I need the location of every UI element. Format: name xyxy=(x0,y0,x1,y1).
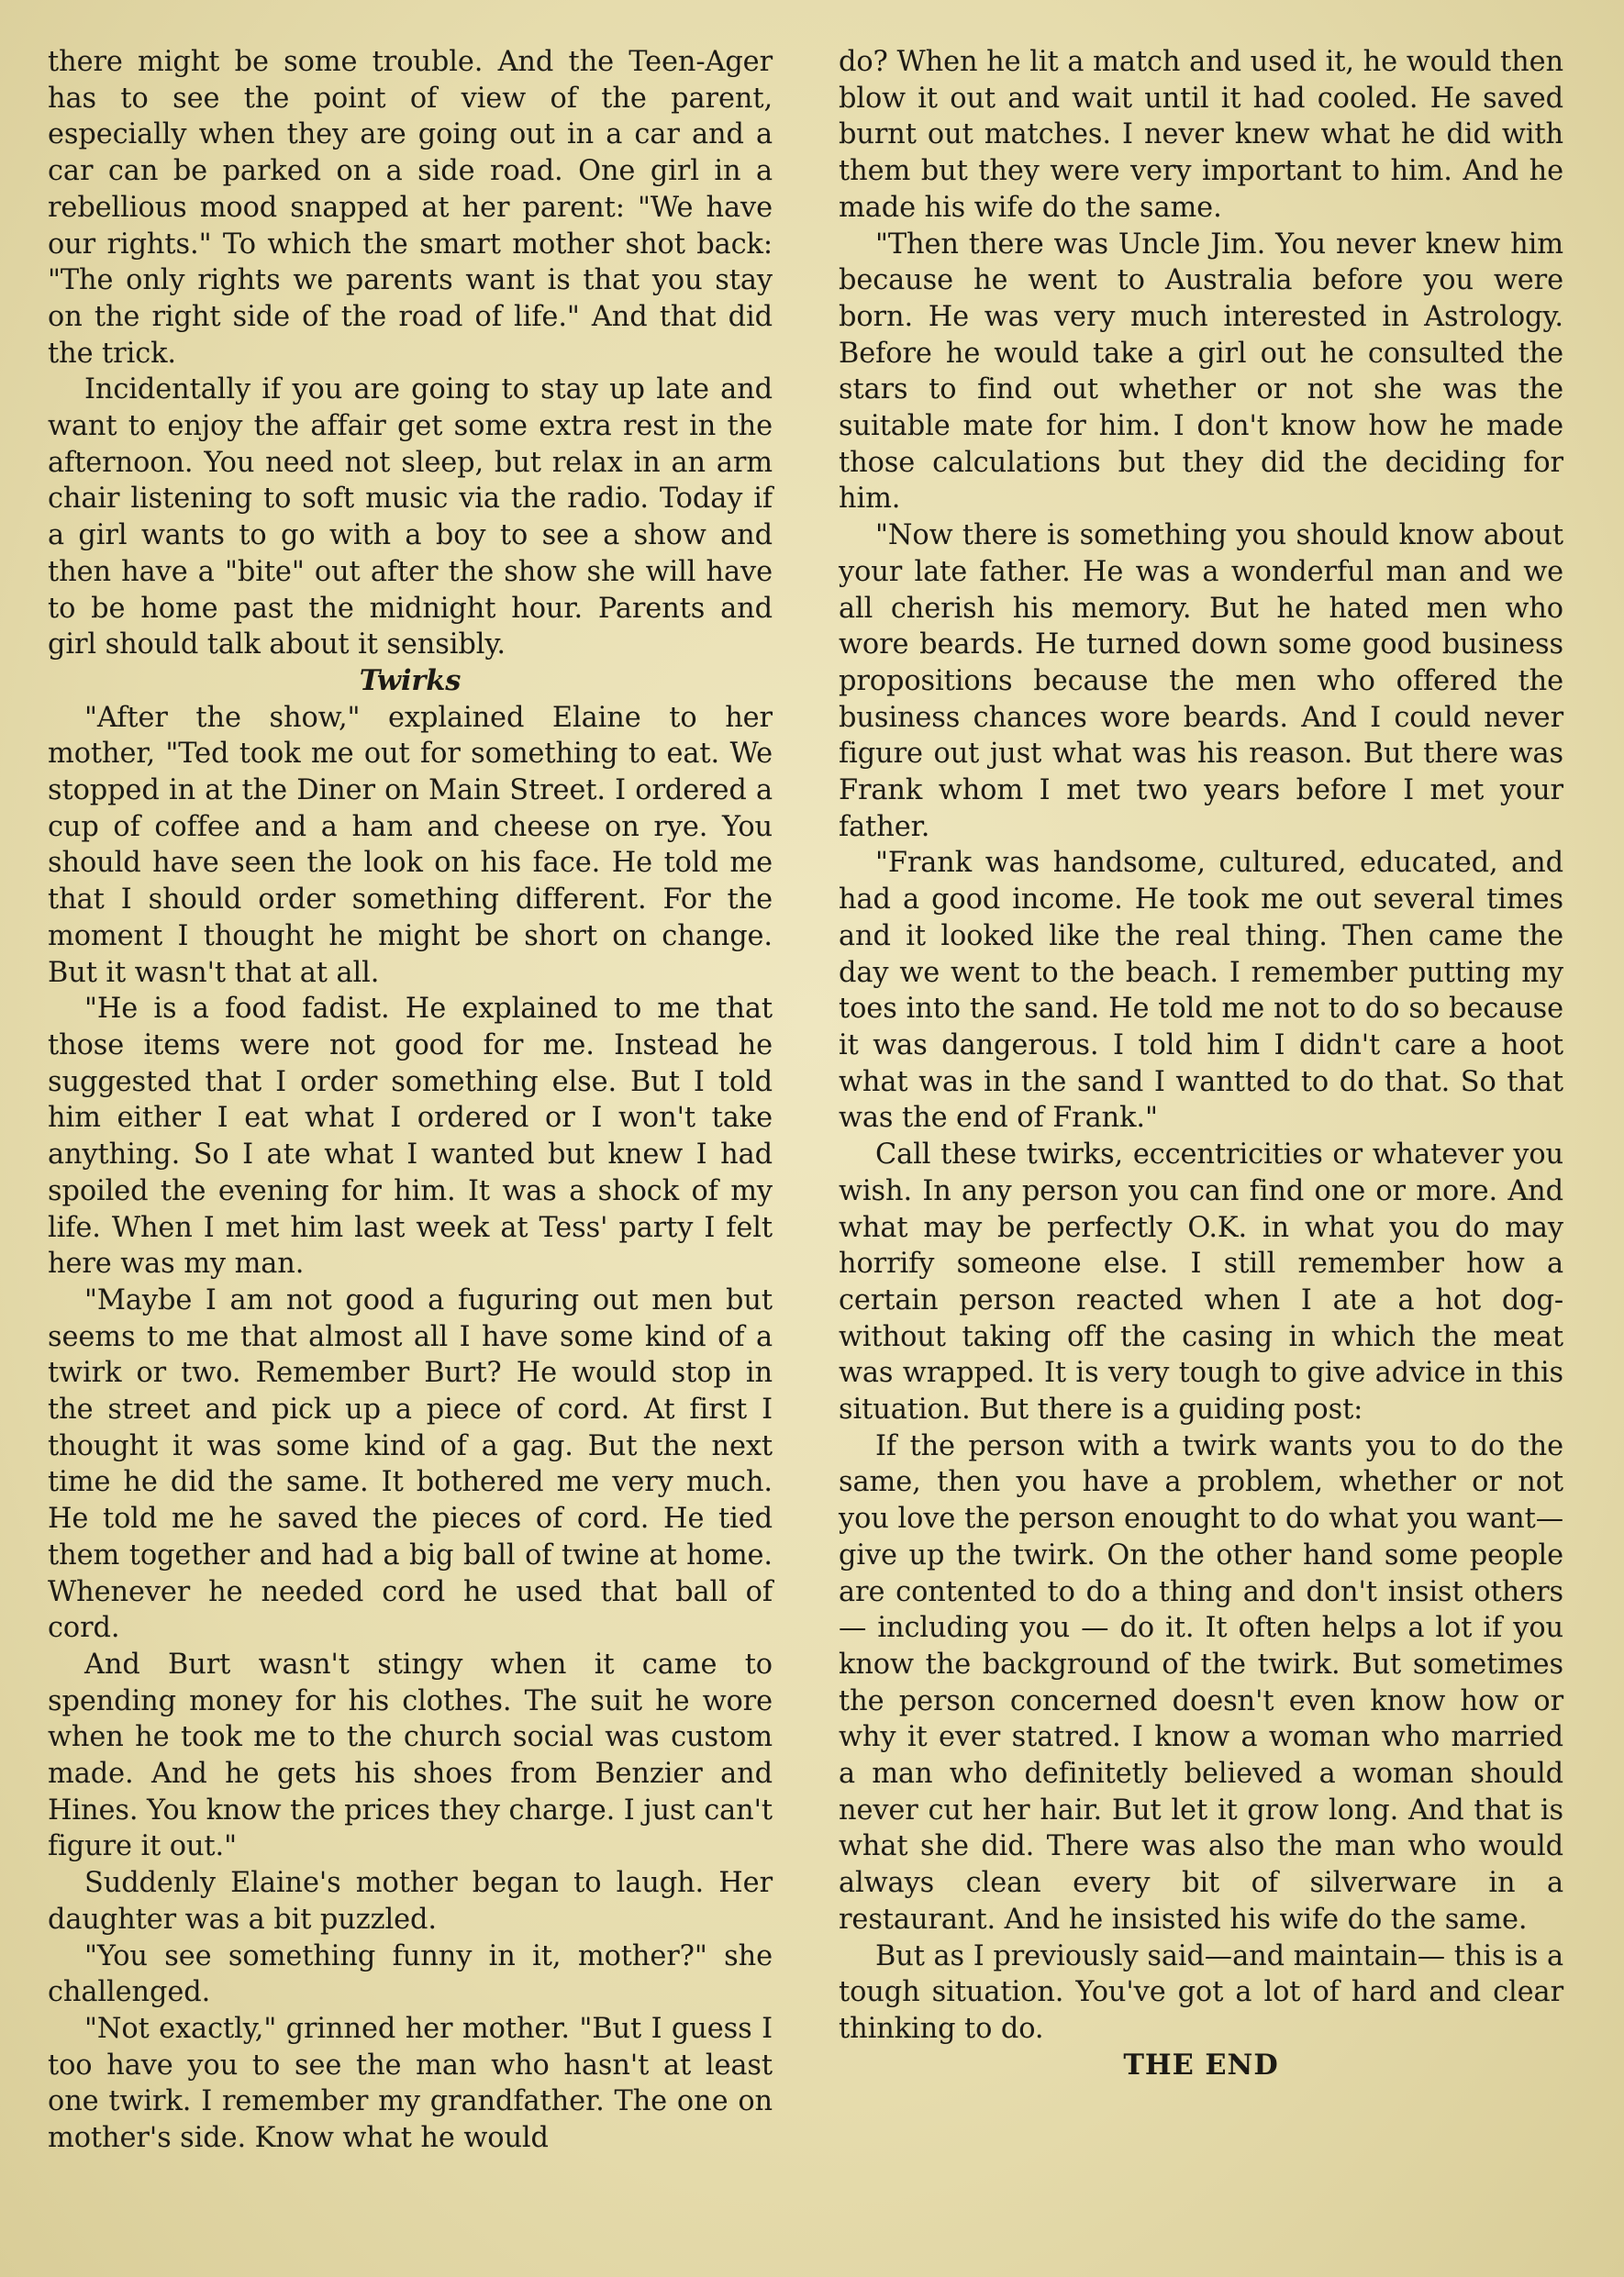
right-column xyxy=(839,44,1563,2083)
paragraph: But as I previously said—and maintain— this is a tough situation. You've got a lot of hard and clear thinking to do. xyxy=(839,1939,1563,2045)
section-heading: Twirks xyxy=(359,663,462,697)
paragraph: If the person with a twirk wants you to do the same, then you have a problem, whether or not you love the person enought to do what you want—give up the twirk. On the other hand some people are contented to do a thing and don't insist others — including you — do it. It often helps a lot if you know the background of the twirk. But sometimes the person concerned doesn't even know how or why it ever statred. I know a woman who married a man who definitetly believed a woman should never cut her hair. But let it grow long. And that is what she did. There was also the man who would always clean every bit of silverware in a restaurant. And he insisted his wife do the same. xyxy=(839,1429,1563,1936)
paragraph: Call these twirks, eccentricities or whatever you wish. In any person you can find one or more. And what may be perfectly O.K. in what you do may horrify someone else. I still remember how a certain person reacted when I ate a hot dog-without taking off the casing in which the meat was wrapped. It is very tough to give advice in this situation. But there is a guiding post: xyxy=(839,1138,1563,1427)
paragraph: And Burt wasn't stingy when it came to spending money for his clothes. The suit he wore when he took me to the church social was custom made. And he gets his shoes from Benzier and Hines. You know the prices they charge. I just can't figure it out." xyxy=(48,1648,773,1863)
paragraph: "You see something funny in it, mother?" she challenged. xyxy=(48,1939,773,2009)
end-mark: THE END xyxy=(1123,2048,1279,2082)
paragraph: Suddenly Elaine's mother began to laugh. Her daughter was a bit puzzled. xyxy=(48,1867,773,1936)
left-column xyxy=(48,44,773,2157)
paragraph: "Not exactly," grinned her mother. "But I guess I too have you to see the man who hasn't at least one twirk. I remember my grandfather. The one on mother's side. Know what he would xyxy=(48,2012,773,2155)
paragraph: "After the show," explained Elaine to her mother, "Ted took me out for something to eat. We stopped in at the Diner on Main Street. I ordered a cup of coffee and a ham and cheese on rye. You should have seen the look on his face. He told me that I should order something different. For the moment I thought he might be short on change. But it wasn't that at all. xyxy=(48,701,773,989)
paragraph: "Then there was Uncle Jim. You never knew him because he went to Australia before you were born. He was very much interested in Astrology. Before he would take a girl out he consulted the stars to find out whether or not she was the suitable mate for him. I don't know how he made those calculations but they did the deciding for him. xyxy=(839,228,1563,516)
paragraph: do? When he lit a match and used it, he would then blow it out and wait until it had cooled. He saved burnt out matches. I never knew what he did with them but they were very important to him. And he made his wife do the same. xyxy=(839,46,1563,224)
paragraph: "Now there is something you should know about your late father. He was a wonderful man and we all cherish his memory. But he hated men who wore beards. He turned down some good business propositions because the men who offered the business chances wore beards. And I could never figure out just what was his reason. But there was Frank whom I met two years before I met your father. xyxy=(839,519,1563,843)
paragraph: "Maybe I am not good a fuguring out men but seems to me that almost all I have some kind of a twirk or two. Remember Burt? He would stop in the street and pick up a piece of cord. At first I thought it was some kind of a gag. But the next time he did the same. It bothered me very much. He told me he saved the pieces of cord. He tied them together and had a big ball of twine at home. Whenever he needed cord he used that ball of cord. xyxy=(48,1283,773,1645)
paragraph: Incidentally if you are going to stay up late and want to enjoy the affair get some extra rest in the afternoon. You need not sleep, but relax in an arm chair listening to soft music via the radio. Today if a girl wants to go with a boy to see a show and then have a "bite" out after the show she will have to be home past the midnight hour. Parents and girl should talk about it sensibly. xyxy=(48,373,773,661)
paragraph: there might be some trouble. And the Teen-Ager has to see the point of view of the parent, especially when they are going out in a car and a car can be parked on a side road. One girl in a rebellious mood snapped at her parent: "We have our rights." To which the smart mother shot back: "The only rights we parents want is that you stay on the right side of the road of life." And that did the trick. xyxy=(48,46,773,370)
paragraph: "He is a food fadist. He explained to me that those items were not good for me. Instead he suggested that I order something else. But I told him either I eat what I ordered or I won't take anything. So I ate what I wanted but knew I had spoiled the evening for him. It was a shock of my life. When I met him last week at Tess' party I felt here was my man. xyxy=(48,993,773,1281)
paragraph: "Frank was handsome, cultured, educated, and had a good income. He took me out several times and it looked like the real thing. Then came the day we went to the beach. I remember putting my toes into the sand. He told me not to do so because it was dangerous. I told him I didn't care a hoot what was in the sand I wantted to do that. So that was the end of Frank." xyxy=(839,847,1563,1135)
